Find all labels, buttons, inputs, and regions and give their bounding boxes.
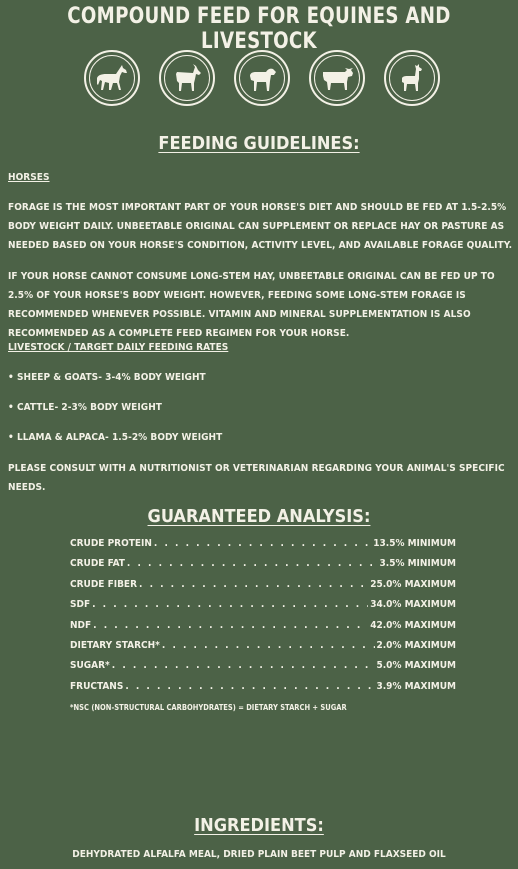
cattle-badge [309, 50, 365, 106]
analysis-row: FRUCTANS . . . 3.9% MAXIMUM [70, 681, 456, 701]
sheep-icon [244, 63, 280, 93]
horse-badge [84, 50, 140, 106]
feeding-guidelines-heading: FEEDING GUIDELINES: [158, 133, 360, 154]
analysis-footnote: *NSC (NON-STRUCTURAL CARBOHYDRATES) = DIETARY STARCH + SUGAR [70, 703, 347, 713]
analysis-row: CRUDE FIBER . . . 25.0% MAXIMUM [70, 579, 456, 599]
page-title: COMPOUND FEED FOR EQUINES AND LIVESTOCK [67, 4, 451, 54]
animal-icons [84, 50, 440, 106]
ingredients-heading: INGREDIENTS: [194, 815, 324, 836]
consult-note: PLEASE CONSULT WITH A NUTRITIONIST OR VETERINARIAN REGARDING YOUR ANIMAL'S SPECIFIC NEEDS. [8, 463, 505, 493]
ingredients-list: DEHYDRATED ALFALFA MEAL, DRIED PLAIN BEET PULP AND FLAXSEED OIL [72, 849, 446, 860]
horses-paragraph-1: FORAGE IS THE MOST IMPORTANT PART OF YOUR HORSE'S DIET AND SHOULD BE FED AT 1.5-2.5% BODY WEIGHT DAILY. UNBEETABLE ORIGINAL CAN SUPPLEMENT OR REPLACE HAY OR PASTURE AS NEEDED BASED ON YOUR HORSE'S CONDITION, ACTIVITY LEVEL, AND AVAILABLE FORAGE QUALITY. [8, 202, 513, 251]
horse-icon [94, 63, 130, 93]
analysis-row: CRUDE FAT . . . 3.5% MINIMUM [70, 558, 456, 578]
analysis-row: NDF . . . 42.0% MAXIMUM [70, 620, 456, 640]
goat-badge [159, 50, 215, 106]
cattle-icon [319, 63, 355, 93]
sheep-badge [234, 50, 290, 106]
analysis-row: DIETARY STARCH* . . . 2.0% MAXIMUM [70, 640, 456, 660]
livestock-label: LIVESTOCK / TARGET DAILY FEEDING RATES [8, 342, 229, 353]
horses-paragraph-2: IF YOUR HORSE CANNOT CONSUME LONG-STEM HAY, UNBEETABLE ORIGINAL CAN BE FED UP TO 2.5% OF YOUR HORSE'S BODY WEIGHT. HOWEVER, FEEDING SOME LONG-STEM FORAGE IS RECOMMENDED WHENEVER POSSIBLE. VITAMIN AND MINERAL SUPPLEMENTATION IS ALSO RECOMMENDED AS A COMPLETE FEED REGIMEN FOR YOUR HORSE. [8, 271, 495, 339]
analysis-row: SDF . . . 34.0% MAXIMUM [70, 599, 456, 619]
analysis-row: SUGAR* . . . 5.0% MAXIMUM [70, 660, 456, 680]
horses-label: HORSES [8, 172, 50, 183]
guaranteed-analysis-heading: GUARANTEED ANALYSIS: [147, 506, 371, 527]
analysis-table [70, 538, 456, 712]
rate-sheep-goats: • SHEEP & GOATS- 3-4% BODY WEIGHT [8, 372, 206, 383]
llama-badge [384, 50, 440, 106]
llama-icon [394, 63, 430, 93]
rate-cattle: • CATTLE- 2-3% BODY WEIGHT [8, 402, 162, 413]
rate-llama-alpaca: • LLAMA & ALPACA- 1.5-2% BODY WEIGHT [8, 432, 223, 443]
goat-icon [169, 63, 205, 93]
analysis-row: CRUDE PROTEIN . . . 13.5% MINIMUM [70, 538, 456, 558]
